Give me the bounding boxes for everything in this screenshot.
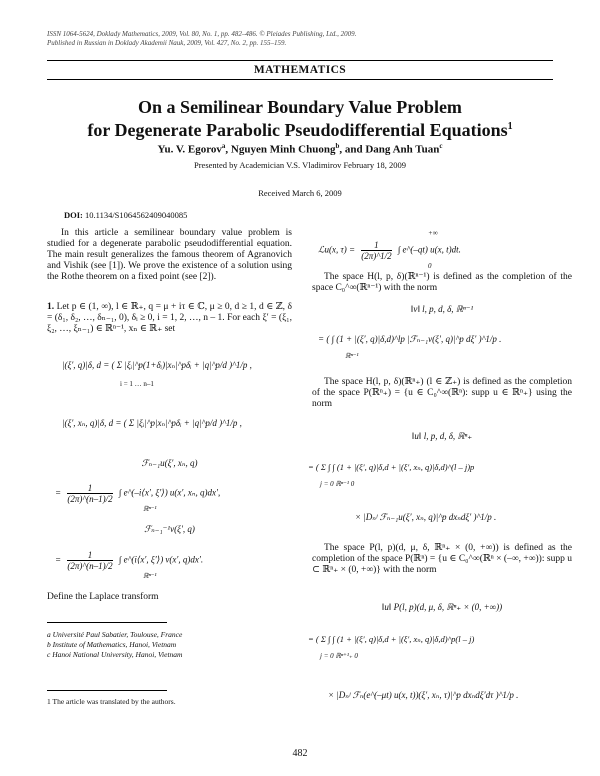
journal-header (47, 30, 356, 48)
norm-3-limits: j = 0 ℝⁿ⁺¹₊ 0 (320, 652, 358, 660)
norm-2: = ( Σ ∫ ∫ (1 + |(ξ′, q)|δ,d + |(ξ′, xₙ, q)|δ,d)^(l – j)p (308, 462, 475, 472)
issn-line-2: Published in Russian in Doklady Akademii Nauk, 2009, Vol. 427, No. 2, pp. 155–159. (47, 39, 287, 47)
space-p-definition: The space P(l, p)(d, μ, δ, ℝⁿ₊ × (0, +∞)) is defined as the completion of the space P(ℝⁿ) = {u ∈ C₀^∞(ℝⁿ × (–∞, +∞)): supp u ⊂ ℝⁿ₊ × (0, +∞)} with the norm (312, 543, 572, 575)
define-laplace-text: Define the Laplace transform (47, 592, 159, 602)
title-line-1: On a Semilinear Boundary Value Problem (138, 97, 462, 117)
abstract: In this article a semilinear boundary value problem is studied for a degenerate parabolic pseudodifferential equation. The main result generalizes the famous theorem of Agranovich and Vishik (see [1]). We prove the existence of a solution using the Rothe theorem on a fixed point (see [2]). (47, 228, 292, 282)
section-top-rule (47, 60, 553, 61)
equation-4-lhs: ℱₙ₋₁⁻¹v(ξ′, q) (144, 524, 195, 534)
presented-by: Presented by Academician V.S. Vladimirov February 18, 2009 (194, 160, 406, 170)
equation-3: = $\frac{1}{(2\pi)\^{}(n-1)/2}$ ∫ e^(–i⟨x′, ξ′⟩) u(x′, xₙ, q)dx′, (55, 483, 221, 504)
norm-3: = ( Σ ∫ ∫ (1 + |(ξ′, q)|δ,d + |(ξ′, xₙ, q)|δ,d)^p(l – j) (308, 634, 475, 644)
article-title (0, 97, 600, 140)
doi: DOI: 10.1134/S1064562409040085 (64, 210, 188, 220)
norm-2-limits: j = 0 ℝⁿ⁻¹ 0 (320, 480, 355, 488)
received-date: Received March 6, 2009 (258, 188, 342, 198)
norm-1-lhs: ‖v‖ l, p, d, δ, ℝⁿ⁻¹ (410, 304, 474, 314)
title-line-2: for Degenerate Parabolic Pseudodifferential Equations$^1$ (87, 120, 513, 140)
equation-4-fraction: $\frac{1}{(2\pi)\^{}(n-1)/2}$ (67, 550, 113, 571)
laplace-upper-limit: +∞ (428, 229, 438, 237)
norm-1: = ( ∫ (1 + |(ξ′, q)|δ,d)^lp |ℱₙ₋₁v(ξ′, q)|^p dξ′ )^1/p . (318, 334, 502, 344)
laplace-equation: ℒu(x, τ) = $\frac{1}{(2\pi)\^{}1/2}$ ∫ e^(–qt) u(x, t)dt. (318, 240, 461, 261)
issn-line-1: ISSN 1064-5624, Doklady Mathematics, 2009, Vol. 80, No. 1, pp. 482–486. © Pleiades Publishing, Ltd., 2009. (47, 30, 357, 38)
footnote-rule (47, 690, 167, 691)
section-bottom-rule (47, 79, 553, 80)
norm-3-line-2: × |Dₙʲ ℱₙ(e^(–μt) u(x, t))(ξ′, xₙ, τ)|^p dxₙdξ′dτ )^1/p . (328, 690, 519, 700)
equation-1: |(ξ′, q)|δ, d = ( Σ |ξᵢ|^p(1+δᵢ)|xₙ|^pδᵢ + |q|^p/d )^1/p , (62, 360, 252, 370)
equation-1-sum-limits: i = 1 … n–1 (120, 380, 154, 388)
equation-3-fraction: $\frac{1}{(2\pi)\^{}(n-1)/2}$ (67, 483, 113, 504)
laplace-fraction: $\frac{1}{(2\pi)\^{}1/2}$ (361, 240, 392, 261)
authors: Yu. V. Egorov$^a$, Nguyen Minh Chuong$^b$, and Dang Anh Tuan$^c$ (157, 142, 443, 156)
norm-2-line-2: × |Dₙʲ ℱₙ₋₁u(ξ′, xₙ, q)|^p dxₙdξ′ )^1/p . (355, 512, 497, 522)
norm-2-lhs: ‖u‖ l, p, d, δ, ℝⁿ₊ (411, 431, 473, 441)
space-h-plus-definition: The space H(l, p, δ)(ℝⁿ₊) (l ∈ ℤ₊) is defined as the completion of the space P(ℝⁿ₊) = {u ∈ C₀^∞(ℝⁿ): supp u ∈ ℝⁿ₊} using the norm (312, 377, 572, 409)
affiliation-a: a Université Paul Sabatier, Toulouse, France (47, 630, 183, 639)
equation-4: = $\frac{1}{(2\pi)\^{}(n-1)/2}$ ∫ e^(i⟨x′, ξ′⟩) v(x′, q)dx′. (55, 550, 204, 571)
norm-3-lhs: ‖u‖ P(l, p)(d, μ, δ, ℝⁿ₊ × (0, +∞)) (381, 602, 503, 612)
norm-1-domain: ℝⁿ⁻¹ (345, 352, 359, 360)
affiliations (47, 630, 182, 660)
equation-3-lhs: ℱₙ₋₁u(ξ′, xₙ, q) (141, 458, 198, 468)
space-h-definition: The space H(l, p, δ)(ℝⁿ⁻¹) is defined as the completion of the space C₀^∞(ℝⁿ⁻¹) with the norm (312, 272, 572, 293)
footnote: 1 The article was translated by the authors. (47, 697, 176, 706)
page-number: 482 (292, 748, 308, 759)
affiliation-c: c Hanoi National University, Hanoi, Vietnam (47, 650, 183, 659)
affiliation-b: b Institute of Mathematics, Hanoi, Vietnam (47, 640, 177, 649)
equation-3-domain: ℝⁿ⁻¹ (143, 505, 157, 513)
laplace-lower-limit: 0 (428, 262, 432, 270)
intro-paragraph: 1. Let p ∈ (1, ∞), l ∈ ℝ₊, q = μ + iτ ∈ ℂ, μ ≥ 0, d ≥ 1, d ∈ ℤ, δ = (δ₁, δ₂, …, δₙ₋₁, 0), δᵢ ≥ 0, i = 1, 2, …, n – 1. For each ξ′ = (ξ₁, ξ₂, …, ξₙ₋₁) ∈ ℝⁿ⁻¹, xₙ ∈ ℝ₊ set (47, 302, 292, 334)
affiliation-rule (47, 622, 167, 623)
equation-4-domain: ℝⁿ⁻¹ (143, 572, 157, 580)
equation-2: |(ξ′, xₙ, q)|δ, d = ( Σ |ξᵢ|^p|xₙ|^pδᵢ + |q|^p/d )^1/p , (62, 418, 242, 428)
section-title: MATHEMATICS (253, 64, 347, 76)
